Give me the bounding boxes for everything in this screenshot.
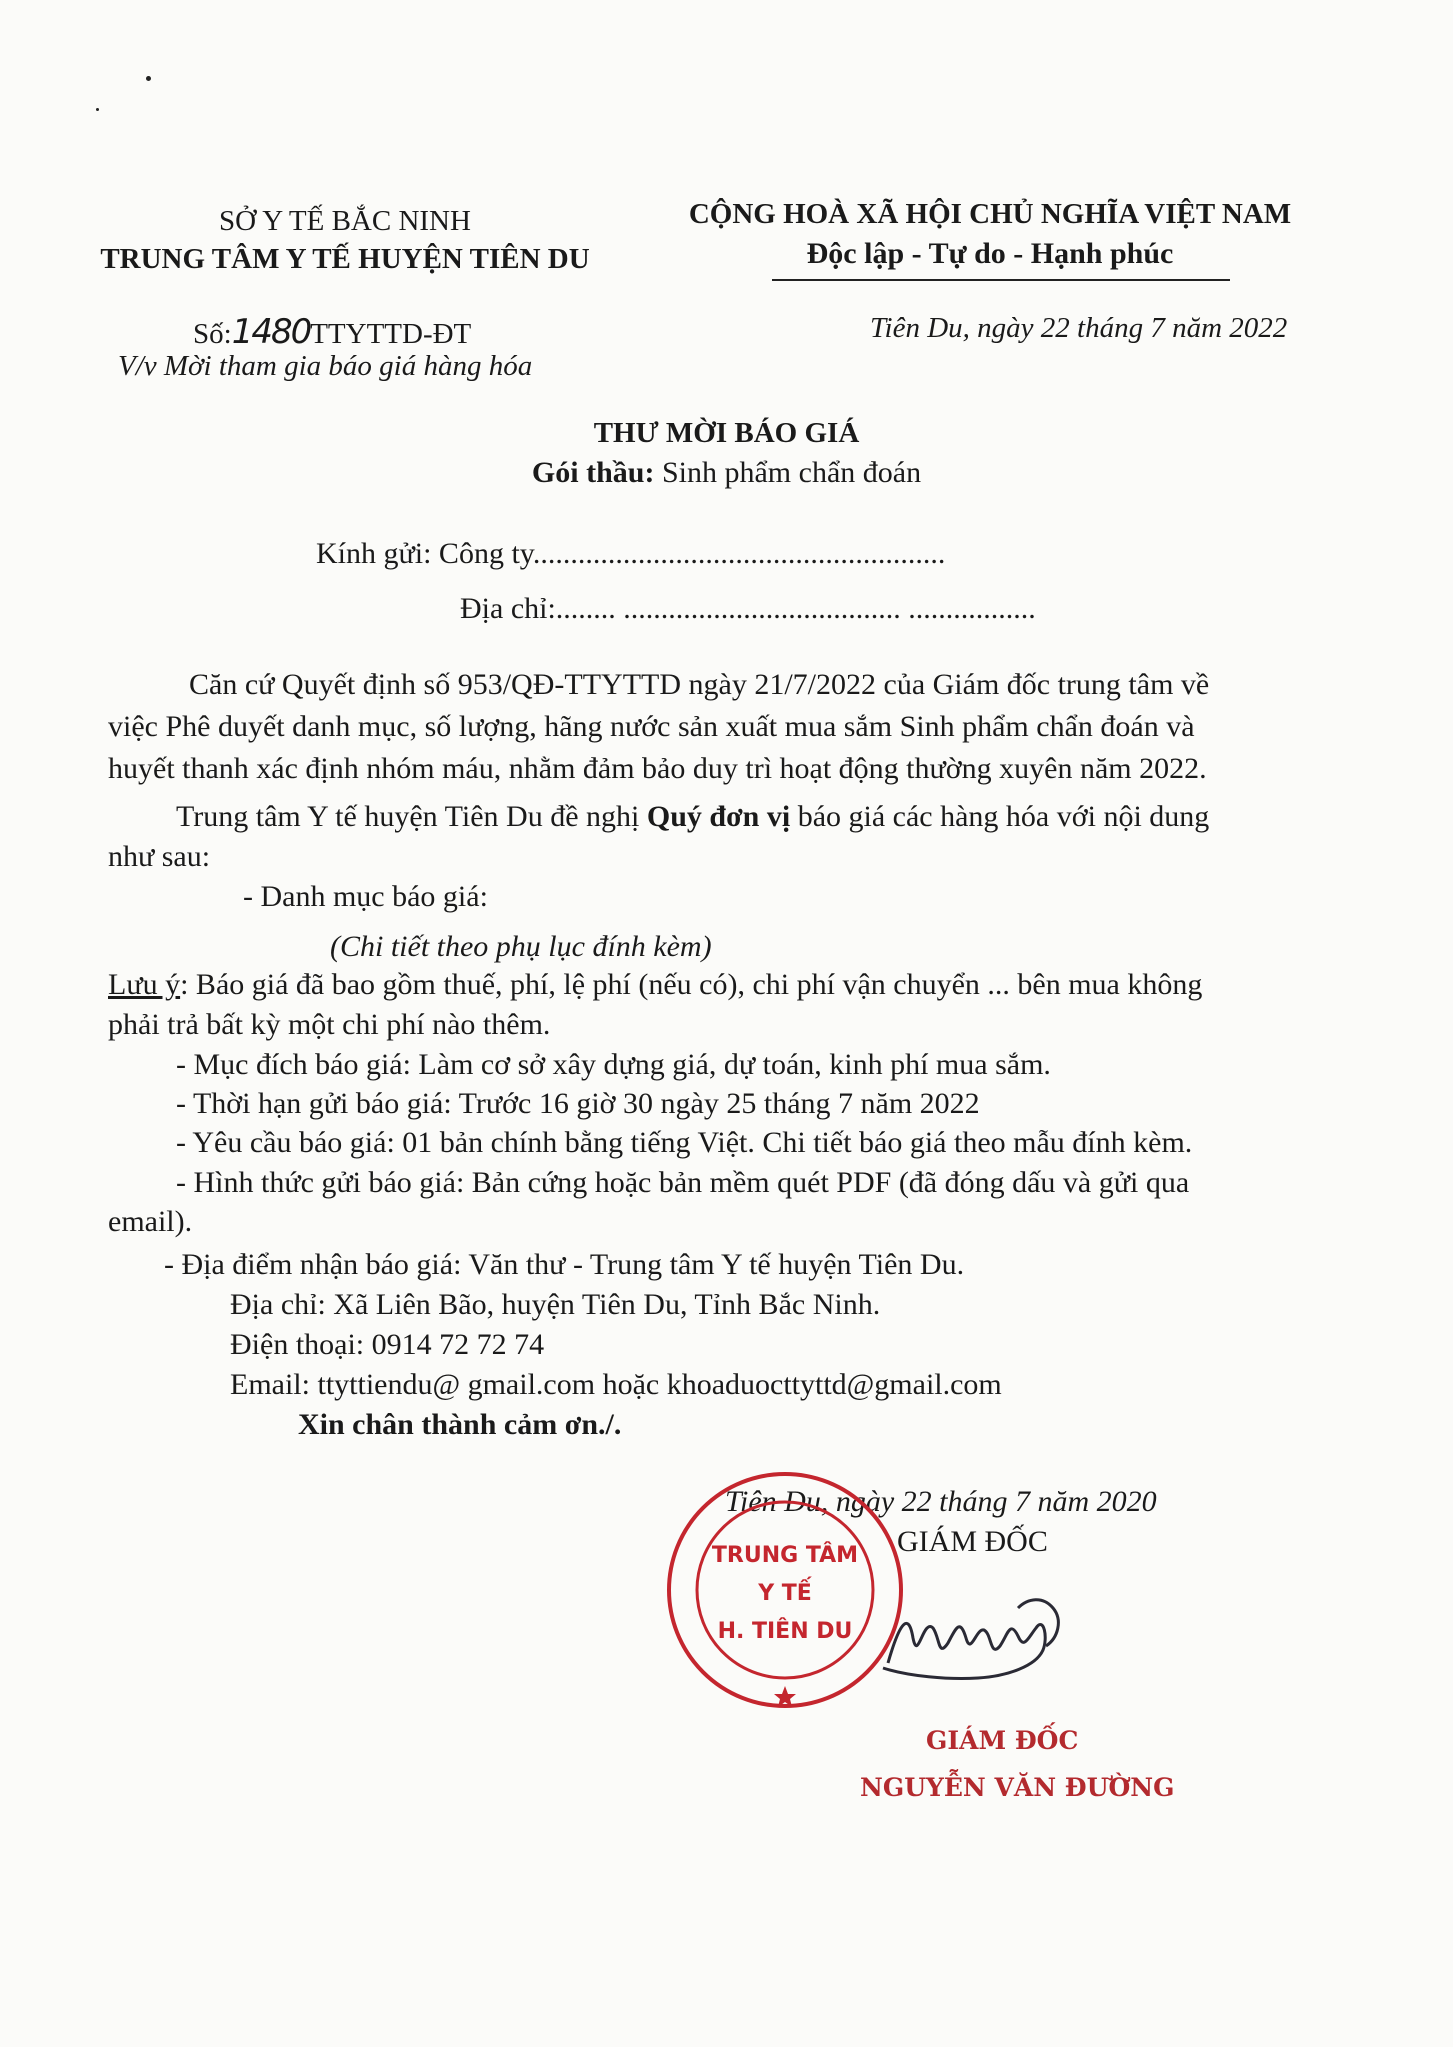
body-para2-line1 — [176, 800, 1209, 834]
para2-post: báo giá các hàng hóa với nội dung — [790, 800, 1210, 833]
issuer-center: TRUNG TÂM Y TẾ HUYỆN TIÊN DU — [100, 243, 590, 275]
issuer-department: SỞ Y TẾ BẮC NINH — [219, 205, 471, 237]
handwritten-signature — [868, 1568, 1098, 1698]
email-line: Email: ttyttiendu@ gmail.com hoặc khoaduocttyttd@gmail.com — [230, 1368, 1002, 1401]
package-label: Gói thầu: — [531, 456, 655, 489]
para2-pre: Trung tâm Y tế huyện Tiên Du đề nghị — [176, 800, 647, 833]
luu-y-text: : Báo giá đã bao gồm thuế, phí, lệ phí (nếu có), chi phí vận chuyển ... bên mua không — [180, 968, 1203, 1001]
package-value: Sinh phẩm chẩn đoán — [654, 456, 922, 489]
recipient-company: Kính gửi: Công ty....................................................... — [316, 537, 946, 570]
scan-dot — [146, 76, 151, 81]
hinh-thuc-line2: email). — [108, 1205, 193, 1238]
stamp-line2: Y TẾ — [758, 1581, 812, 1606]
signature-date: Tiên Du, ngày 22 tháng 7 năm 2020 — [725, 1485, 1157, 1518]
printed-director-title: GIÁM ĐỐC — [926, 1726, 1079, 1755]
luu-y-label: Lưu ý — [108, 968, 181, 1001]
para2-bold: Quý đơn vị — [646, 800, 791, 833]
package-line — [0, 456, 1453, 490]
stamp-line1: TRUNG TÂM — [711, 1543, 859, 1568]
recipient-address: Địa chỉ:........ ..................................... ................. — [460, 592, 1036, 625]
body-para1-line2: việc Phê duyết danh mục, số lượng, hãng nước sản xuất mua sắm Sinh phẩm chẩn đoán và — [108, 710, 1195, 743]
body-para2-line2: như sau: — [108, 840, 211, 873]
number-label: Số: — [193, 318, 232, 350]
document-subject: V/v Mời tham gia báo giá hàng hóa — [118, 350, 533, 382]
hinh-thuc-item: - Hình thức gửi báo giá: Bản cứng hoặc bản mềm quét PDF (đã đóng dấu và gửi qua — [176, 1166, 1190, 1199]
body-para1-line1: Căn cứ Quyết định số 953/QĐ-TTYTTD ngày 21/7/2022 của Giám đốc trung tâm về — [189, 668, 1210, 701]
scan-dot — [96, 108, 99, 111]
document-date: Tiên Du, ngày 22 tháng 7 năm 2022 — [870, 312, 1288, 344]
chi-tiet-note: (Chi tiết theo phụ lục đính kèm) — [330, 930, 712, 963]
muc-dich-item: - Mục đích báo giá: Làm cơ sở xây dựng giá, dự toán, kinh phí mua sắm. — [176, 1048, 1051, 1081]
phone-line: Điện thoại: 0914 72 72 74 — [230, 1328, 545, 1361]
yeu-cau-item: - Yêu cầu báo giá: 01 bản chính bằng tiếng Việt. Chi tiết báo giá theo mẫu đính kèm. — [176, 1126, 1193, 1159]
luu-y-line1 — [108, 968, 1202, 1002]
danh-muc-item: - Danh mục báo giá: — [243, 880, 488, 913]
body-para1-line3: huyết thanh xác định nhóm máu, nhằm đảm bảo duy trì hoạt động thường xuyên năm 2022. — [108, 752, 1207, 785]
luu-y-line2: phải trả bất kỳ một chi phí nào thêm. — [108, 1008, 551, 1041]
dia-diem-item: - Địa điểm nhận báo giá: Văn thư - Trung tâm Y tế huyện Tiên Du. — [164, 1248, 965, 1281]
director-name: NGUYỄN VĂN ĐƯỜNG — [860, 1773, 1175, 1802]
thanks-line: Xin chân thành cảm ơn./. — [298, 1408, 622, 1441]
document-title: THƯ MỜI BÁO GIÁ — [593, 417, 860, 449]
number-suffix: TTYTTD-ĐT — [310, 318, 472, 350]
stamp-line3: H. TIÊN DU — [717, 1619, 853, 1644]
motto-underline — [772, 279, 1230, 281]
handwritten-number: 1480 — [231, 312, 311, 352]
national-title: CỘNG HOÀ XÃ HỘI CHỦ NGHĨA VIỆT NAM — [688, 198, 1292, 230]
document-number — [193, 312, 471, 352]
signature-title: GIÁM ĐỐC — [897, 1525, 1048, 1558]
dia-chi-line: Địa chỉ: Xã Liên Bão, huyện Tiên Du, Tỉnh Bắc Ninh. — [230, 1288, 881, 1321]
thoi-han-item: - Thời hạn gửi báo giá: Trước 16 giờ 30 ngày 25 tháng 7 năm 2022 — [176, 1087, 980, 1120]
national-motto: Độc lập - Tự do - Hạnh phúc — [806, 237, 1174, 270]
